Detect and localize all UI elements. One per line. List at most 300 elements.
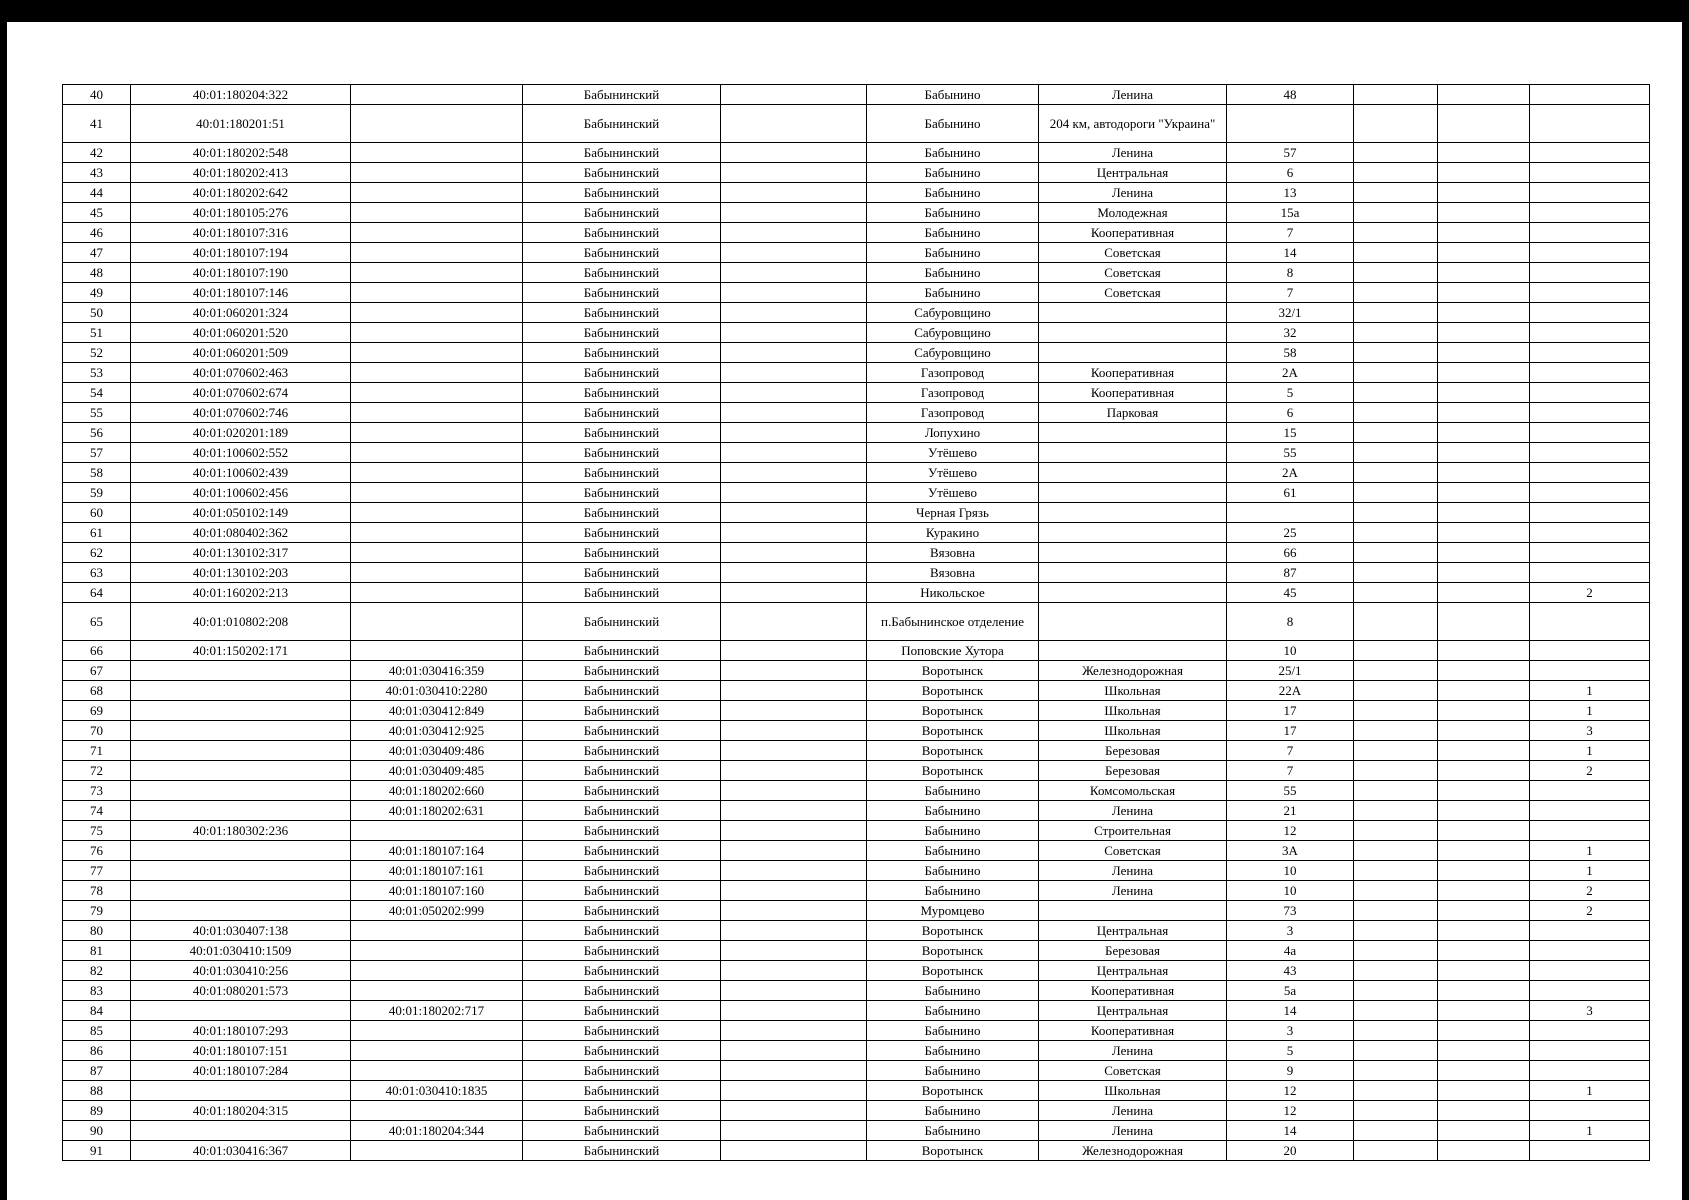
street-name-cell — [1039, 641, 1227, 661]
row-number-cell: 60 — [63, 503, 131, 523]
column-10-cell — [1438, 143, 1530, 163]
settlement-name-cell: Бабынинский — [523, 463, 721, 483]
table-row — [63, 681, 1650, 701]
column-11-cell — [1530, 423, 1650, 443]
cadastral-building-number-cell: 40:01:030412:925 — [351, 721, 523, 741]
locality-name-cell: Бабынино — [867, 981, 1039, 1001]
blank-column-cell — [721, 203, 867, 223]
locality-name-cell: Вязовна — [867, 543, 1039, 563]
street-name-cell: Ленина — [1039, 881, 1227, 901]
street-name-cell: Советская — [1039, 243, 1227, 263]
column-11-cell — [1530, 403, 1650, 423]
house-number-cell: 3 — [1227, 1021, 1354, 1041]
column-10-cell — [1438, 443, 1530, 463]
house-number-cell: 12 — [1227, 821, 1354, 841]
blank-column-cell — [721, 363, 867, 383]
row-number-cell: 82 — [63, 961, 131, 981]
street-name-cell: Ленина — [1039, 801, 1227, 821]
cadastral-building-number-cell — [351, 941, 523, 961]
column-9-cell — [1354, 1121, 1438, 1141]
column-11-cell — [1530, 85, 1650, 105]
column-11-cell — [1530, 821, 1650, 841]
table-row — [63, 263, 1650, 283]
blank-column-cell — [721, 323, 867, 343]
blank-column-cell — [721, 721, 867, 741]
column-9-cell — [1354, 85, 1438, 105]
column-9-cell — [1354, 1021, 1438, 1041]
row-number-cell: 50 — [63, 303, 131, 323]
settlement-name-cell: Бабынинский — [523, 861, 721, 881]
column-10-cell — [1438, 105, 1530, 143]
blank-column-cell — [721, 343, 867, 363]
cadastral-building-number-cell: 40:01:180202:660 — [351, 781, 523, 801]
house-number-cell: 66 — [1227, 543, 1354, 563]
cadastral-building-number-cell — [351, 503, 523, 523]
row-number-cell: 72 — [63, 761, 131, 781]
cadastral-building-number-cell — [351, 423, 523, 443]
table-row — [63, 543, 1650, 563]
street-name-cell: Ленина — [1039, 85, 1227, 105]
column-9-cell — [1354, 861, 1438, 881]
blank-column-cell — [721, 1001, 867, 1021]
street-name-cell: Ленина — [1039, 1121, 1227, 1141]
street-name-cell: Ленина — [1039, 1041, 1227, 1061]
blank-column-cell — [721, 443, 867, 463]
column-9-cell — [1354, 821, 1438, 841]
blank-column-cell — [721, 383, 867, 403]
locality-name-cell: Никольское — [867, 583, 1039, 603]
scan-border-left — [0, 22, 7, 1200]
column-10-cell — [1438, 463, 1530, 483]
table-row — [63, 881, 1650, 901]
row-number-cell: 75 — [63, 821, 131, 841]
street-name-cell: Советская — [1039, 283, 1227, 303]
table-row — [63, 1121, 1650, 1141]
column-10-cell — [1438, 543, 1530, 563]
cadastral-land-number-cell: 40:01:080201:573 — [131, 981, 351, 1001]
locality-name-cell: Газопровод — [867, 363, 1039, 383]
row-number-cell: 79 — [63, 901, 131, 921]
cadastral-land-number-cell — [131, 1001, 351, 1021]
settlement-name-cell: Бабынинский — [523, 263, 721, 283]
blank-column-cell — [721, 981, 867, 1001]
house-number-cell: 17 — [1227, 721, 1354, 741]
column-9-cell — [1354, 841, 1438, 861]
table-row — [63, 1081, 1650, 1101]
column-9-cell — [1354, 941, 1438, 961]
cadastral-land-number-cell: 40:01:060201:324 — [131, 303, 351, 323]
blank-column-cell — [721, 781, 867, 801]
locality-name-cell: Поповские Хутора — [867, 641, 1039, 661]
table-row — [63, 661, 1650, 681]
street-name-cell: Березовая — [1039, 741, 1227, 761]
locality-name-cell: Газопровод — [867, 383, 1039, 403]
settlement-name-cell: Бабынинский — [523, 1061, 721, 1081]
street-name-cell: Советская — [1039, 841, 1227, 861]
settlement-name-cell: Бабынинский — [523, 821, 721, 841]
settlement-name-cell: Бабынинский — [523, 841, 721, 861]
column-10-cell — [1438, 641, 1530, 661]
row-number-cell: 76 — [63, 841, 131, 861]
cadastral-building-number-cell — [351, 603, 523, 641]
settlement-name-cell: Бабынинский — [523, 503, 721, 523]
column-11-cell — [1530, 801, 1650, 821]
house-number-cell: 58 — [1227, 343, 1354, 363]
column-9-cell — [1354, 1061, 1438, 1081]
locality-name-cell: Воротынск — [867, 661, 1039, 681]
scan-border-right — [1682, 22, 1689, 1200]
blank-column-cell — [721, 563, 867, 583]
cadastral-building-number-cell — [351, 981, 523, 1001]
cadastral-building-number-cell — [351, 543, 523, 563]
locality-name-cell: Воротынск — [867, 1081, 1039, 1101]
street-name-cell: Центральная — [1039, 921, 1227, 941]
house-number-cell: 20 — [1227, 1141, 1354, 1161]
table-row — [63, 85, 1650, 105]
locality-name-cell: Вязовна — [867, 563, 1039, 583]
settlement-name-cell: Бабынинский — [523, 921, 721, 941]
cadastral-land-number-cell: 40:01:030407:138 — [131, 921, 351, 941]
table-row — [63, 1041, 1650, 1061]
locality-name-cell: Муромцево — [867, 901, 1039, 921]
house-number-cell: 55 — [1227, 781, 1354, 801]
street-name-cell: Советская — [1039, 263, 1227, 283]
column-9-cell — [1354, 483, 1438, 503]
column-10-cell — [1438, 1001, 1530, 1021]
row-number-cell: 91 — [63, 1141, 131, 1161]
locality-name-cell: Бабынино — [867, 1001, 1039, 1021]
locality-name-cell: Бабынино — [867, 1041, 1039, 1061]
settlement-name-cell: Бабынинский — [523, 761, 721, 781]
column-10-cell — [1438, 921, 1530, 941]
cadastral-land-number-cell: 40:01:060201:520 — [131, 323, 351, 343]
column-9-cell — [1354, 761, 1438, 781]
house-number-cell: 21 — [1227, 801, 1354, 821]
cadastral-land-number-cell — [131, 761, 351, 781]
column-9-cell — [1354, 701, 1438, 721]
cadastral-building-number-cell: 40:01:030410:1835 — [351, 1081, 523, 1101]
column-11-cell — [1530, 543, 1650, 563]
row-number-cell: 90 — [63, 1121, 131, 1141]
cadastral-land-number-cell: 40:01:150202:171 — [131, 641, 351, 661]
street-name-cell: Советская — [1039, 1061, 1227, 1081]
locality-name-cell: Бабынино — [867, 223, 1039, 243]
locality-name-cell: Бабынино — [867, 861, 1039, 881]
cadastral-building-number-cell — [351, 523, 523, 543]
house-number-cell: 8 — [1227, 603, 1354, 641]
house-number-cell: 43 — [1227, 961, 1354, 981]
settlement-name-cell: Бабынинский — [523, 523, 721, 543]
house-number-cell: 32 — [1227, 323, 1354, 343]
row-number-cell: 46 — [63, 223, 131, 243]
column-9-cell — [1354, 443, 1438, 463]
blank-column-cell — [721, 163, 867, 183]
locality-name-cell: Бабынино — [867, 163, 1039, 183]
cadastral-building-number-cell — [351, 1061, 523, 1081]
cadastral-land-number-cell — [131, 841, 351, 861]
row-number-cell: 53 — [63, 363, 131, 383]
cadastral-land-number-cell — [131, 741, 351, 761]
column-10-cell — [1438, 363, 1530, 383]
column-11-cell: 1 — [1530, 681, 1650, 701]
cadastral-land-number-cell: 40:01:080402:362 — [131, 523, 351, 543]
cadastral-land-number-cell: 40:01:030410:256 — [131, 961, 351, 981]
locality-name-cell: Бабынино — [867, 881, 1039, 901]
column-9-cell — [1354, 961, 1438, 981]
settlement-name-cell: Бабынинский — [523, 603, 721, 641]
cadastral-land-number-cell: 40:01:180107:293 — [131, 1021, 351, 1041]
house-number-cell: 25/1 — [1227, 661, 1354, 681]
cadastral-land-number-cell — [131, 861, 351, 881]
locality-name-cell: Бабынино — [867, 841, 1039, 861]
cadastral-building-number-cell: 40:01:180107:161 — [351, 861, 523, 881]
house-number-cell: 7 — [1227, 741, 1354, 761]
house-number-cell: 22А — [1227, 681, 1354, 701]
cadastral-land-number-cell — [131, 881, 351, 901]
street-name-cell — [1039, 543, 1227, 563]
row-number-cell: 58 — [63, 463, 131, 483]
blank-column-cell — [721, 741, 867, 761]
column-11-cell — [1530, 223, 1650, 243]
table-row — [63, 403, 1650, 423]
column-10-cell — [1438, 981, 1530, 1001]
locality-name-cell: Бабынино — [867, 1061, 1039, 1081]
column-10-cell — [1438, 1081, 1530, 1101]
cadastral-land-number-cell — [131, 801, 351, 821]
column-9-cell — [1354, 781, 1438, 801]
street-name-cell: Кооперативная — [1039, 1021, 1227, 1041]
table-row — [63, 463, 1650, 483]
street-name-cell — [1039, 483, 1227, 503]
table-row — [63, 363, 1650, 383]
blank-column-cell — [721, 881, 867, 901]
column-9-cell — [1354, 1081, 1438, 1101]
column-9-cell — [1354, 303, 1438, 323]
house-number-cell: 14 — [1227, 1121, 1354, 1141]
cadastral-building-number-cell — [351, 243, 523, 263]
table-row — [63, 143, 1650, 163]
blank-column-cell — [721, 543, 867, 563]
row-number-cell: 87 — [63, 1061, 131, 1081]
row-number-cell: 77 — [63, 861, 131, 881]
house-number-cell: 6 — [1227, 163, 1354, 183]
street-name-cell: 204 км, автодороги "Украина" — [1039, 105, 1227, 143]
table-row — [63, 603, 1650, 641]
settlement-name-cell: Бабынинский — [523, 203, 721, 223]
house-number-cell: 55 — [1227, 443, 1354, 463]
blank-column-cell — [721, 523, 867, 543]
house-number-cell: 8 — [1227, 263, 1354, 283]
locality-name-cell: Бабынино — [867, 1021, 1039, 1041]
cadastral-land-number-cell: 40:01:180302:236 — [131, 821, 351, 841]
cadastral-building-number-cell: 40:01:030409:485 — [351, 761, 523, 781]
blank-column-cell — [721, 861, 867, 881]
cadastral-building-number-cell — [351, 483, 523, 503]
locality-name-cell: Сабуровщино — [867, 303, 1039, 323]
row-number-cell: 70 — [63, 721, 131, 741]
row-number-cell: 73 — [63, 781, 131, 801]
column-10-cell — [1438, 1101, 1530, 1121]
settlement-name-cell: Бабынинский — [523, 483, 721, 503]
column-10-cell — [1438, 941, 1530, 961]
street-name-cell — [1039, 603, 1227, 641]
settlement-name-cell: Бабынинский — [523, 423, 721, 443]
column-9-cell — [1354, 661, 1438, 681]
house-number-cell: 45 — [1227, 583, 1354, 603]
house-number-cell — [1227, 503, 1354, 523]
column-10-cell — [1438, 881, 1530, 901]
table-row — [63, 283, 1650, 303]
settlement-name-cell: Бабынинский — [523, 323, 721, 343]
column-11-cell — [1530, 143, 1650, 163]
street-name-cell — [1039, 583, 1227, 603]
row-number-cell: 78 — [63, 881, 131, 901]
registry-table — [62, 84, 1650, 1161]
street-name-cell: Ленина — [1039, 1101, 1227, 1121]
table-row — [63, 961, 1650, 981]
locality-name-cell: Газопровод — [867, 403, 1039, 423]
settlement-name-cell: Бабынинский — [523, 741, 721, 761]
street-name-cell: Школьная — [1039, 681, 1227, 701]
cadastral-building-number-cell — [351, 363, 523, 383]
cadastral-building-number-cell — [351, 203, 523, 223]
row-number-cell: 55 — [63, 403, 131, 423]
street-name-cell: Березовая — [1039, 941, 1227, 961]
street-name-cell: Железнодорожная — [1039, 661, 1227, 681]
row-number-cell: 49 — [63, 283, 131, 303]
column-10-cell — [1438, 223, 1530, 243]
cadastral-land-number-cell: 40:01:010802:208 — [131, 603, 351, 641]
column-11-cell — [1530, 203, 1650, 223]
cadastral-building-number-cell — [351, 283, 523, 303]
table-row — [63, 1061, 1650, 1081]
locality-name-cell: Утёшево — [867, 483, 1039, 503]
table-row — [63, 761, 1650, 781]
street-name-cell: Молодежная — [1039, 203, 1227, 223]
locality-name-cell: Бабынино — [867, 283, 1039, 303]
column-9-cell — [1354, 323, 1438, 343]
column-10-cell — [1438, 323, 1530, 343]
column-11-cell — [1530, 661, 1650, 681]
street-name-cell — [1039, 443, 1227, 463]
blank-column-cell — [721, 1141, 867, 1161]
row-number-cell: 62 — [63, 543, 131, 563]
house-number-cell: 5 — [1227, 1041, 1354, 1061]
cadastral-land-number-cell: 40:01:180107:316 — [131, 223, 351, 243]
locality-name-cell: Воротынск — [867, 681, 1039, 701]
column-11-cell — [1530, 443, 1650, 463]
column-11-cell — [1530, 323, 1650, 343]
cadastral-land-number-cell — [131, 701, 351, 721]
cadastral-land-number-cell: 40:01:020201:189 — [131, 423, 351, 443]
column-11-cell — [1530, 243, 1650, 263]
row-number-cell: 85 — [63, 1021, 131, 1041]
table-row — [63, 901, 1650, 921]
table-row — [63, 861, 1650, 881]
column-9-cell — [1354, 503, 1438, 523]
row-number-cell: 51 — [63, 323, 131, 343]
house-number-cell: 12 — [1227, 1081, 1354, 1101]
column-9-cell — [1354, 801, 1438, 821]
column-10-cell — [1438, 901, 1530, 921]
cadastral-building-number-cell — [351, 163, 523, 183]
column-10-cell — [1438, 303, 1530, 323]
column-9-cell — [1354, 921, 1438, 941]
column-11-cell — [1530, 603, 1650, 641]
settlement-name-cell: Бабынинский — [523, 343, 721, 363]
settlement-name-cell: Бабынинский — [523, 781, 721, 801]
table-row — [63, 523, 1650, 543]
column-11-cell — [1530, 1021, 1650, 1041]
row-number-cell: 43 — [63, 163, 131, 183]
house-number-cell: 6 — [1227, 403, 1354, 423]
settlement-name-cell: Бабынинский — [523, 303, 721, 323]
column-9-cell — [1354, 263, 1438, 283]
row-number-cell: 88 — [63, 1081, 131, 1101]
column-10-cell — [1438, 741, 1530, 761]
settlement-name-cell: Бабынинский — [523, 283, 721, 303]
settlement-name-cell: Бабынинский — [523, 563, 721, 583]
row-number-cell: 81 — [63, 941, 131, 961]
cadastral-building-number-cell — [351, 961, 523, 981]
column-9-cell — [1354, 881, 1438, 901]
street-name-cell — [1039, 463, 1227, 483]
house-number-cell: 10 — [1227, 881, 1354, 901]
row-number-cell: 57 — [63, 443, 131, 463]
row-number-cell: 65 — [63, 603, 131, 641]
column-11-cell — [1530, 183, 1650, 203]
cadastral-building-number-cell — [351, 1041, 523, 1061]
column-9-cell — [1354, 283, 1438, 303]
cadastral-building-number-cell — [351, 583, 523, 603]
column-9-cell — [1354, 403, 1438, 423]
blank-column-cell — [721, 841, 867, 861]
column-10-cell — [1438, 603, 1530, 641]
cadastral-building-number-cell: 40:01:180202:631 — [351, 801, 523, 821]
column-11-cell: 1 — [1530, 841, 1650, 861]
row-number-cell: 52 — [63, 343, 131, 363]
row-number-cell: 84 — [63, 1001, 131, 1021]
column-9-cell — [1354, 463, 1438, 483]
column-10-cell — [1438, 503, 1530, 523]
house-number-cell: 4а — [1227, 941, 1354, 961]
cadastral-land-number-cell: 40:01:180202:413 — [131, 163, 351, 183]
settlement-name-cell: Бабынинский — [523, 1141, 721, 1161]
blank-column-cell — [721, 761, 867, 781]
settlement-name-cell: Бабынинский — [523, 183, 721, 203]
row-number-cell: 59 — [63, 483, 131, 503]
blank-column-cell — [721, 283, 867, 303]
table-row — [63, 183, 1650, 203]
column-11-cell — [1530, 961, 1650, 981]
street-name-cell: Школьная — [1039, 1081, 1227, 1101]
column-10-cell — [1438, 263, 1530, 283]
cadastral-land-number-cell: 40:01:030416:367 — [131, 1141, 351, 1161]
settlement-name-cell: Бабынинский — [523, 941, 721, 961]
table-row — [63, 243, 1650, 263]
locality-name-cell: Бабынино — [867, 203, 1039, 223]
column-11-cell — [1530, 563, 1650, 583]
locality-name-cell: Бабынино — [867, 243, 1039, 263]
street-name-cell: Ленина — [1039, 861, 1227, 881]
blank-column-cell — [721, 503, 867, 523]
column-10-cell — [1438, 681, 1530, 701]
column-9-cell — [1354, 603, 1438, 641]
settlement-name-cell: Бабынинский — [523, 443, 721, 463]
blank-column-cell — [721, 105, 867, 143]
column-10-cell — [1438, 163, 1530, 183]
column-11-cell — [1530, 1041, 1650, 1061]
